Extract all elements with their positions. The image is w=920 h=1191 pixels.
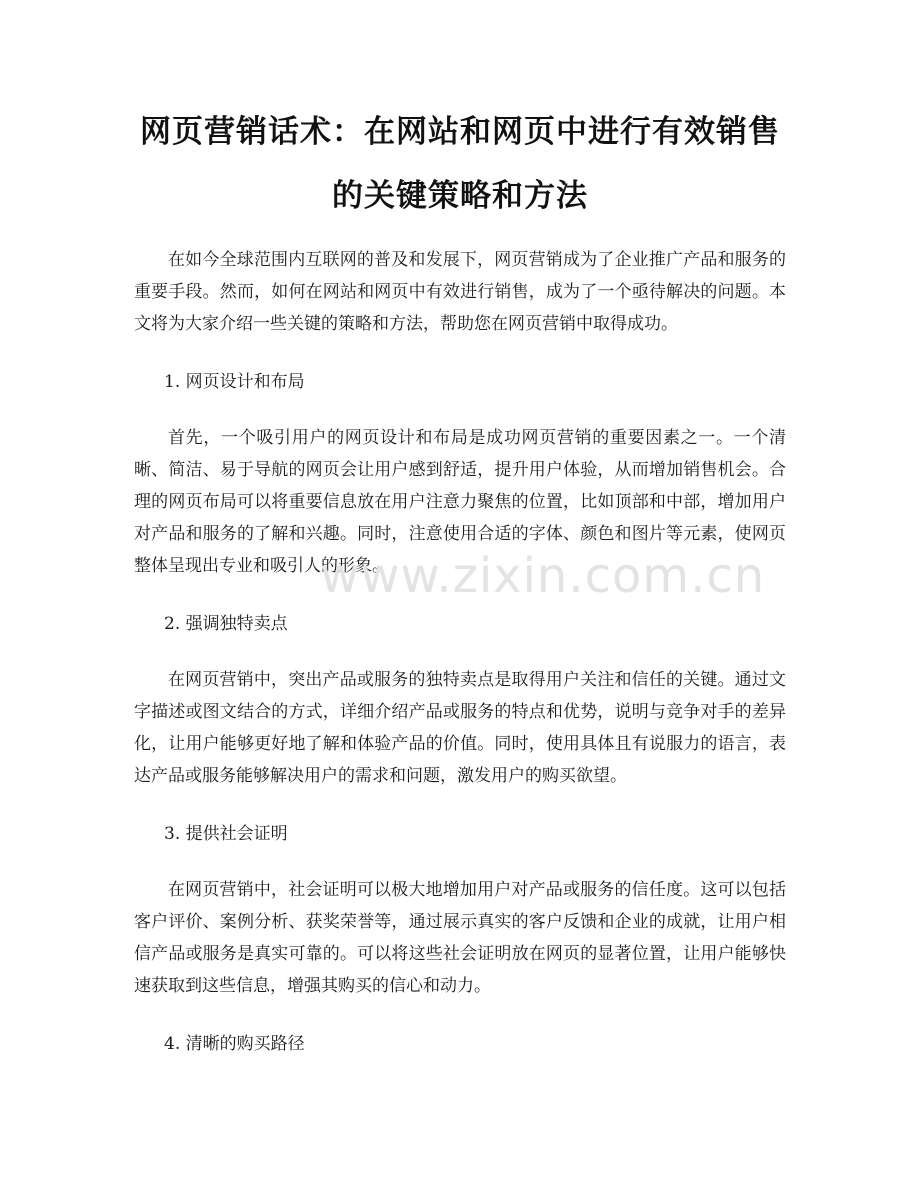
intro-paragraph: 在如今全球范围内互联网的普及和发展下，网页营销成为了企业推广产品和服务的重要手段。然而，如何在网站和网页中有效进行销售，成为了一个亟待解决的问题。本文将为大家介绍一些关键的策略和方法，帮助您在网页营销中取得成功。 bbox=[134, 250, 786, 334]
section-heading-1: 1. 网页设计和布局 bbox=[164, 372, 305, 392]
section-body-3: 在网页营销中，社会证明可以极大地增加用户对产品或服务的信任度。这可以包括客户评价、案例分析、获奖荣誉等，通过展示真实的客户反馈和企业的成就，让用户相信产品或服务是真实可靠的。可以将这些社会证明放在网页的显著位置，让用户能够快速获取到这些信息，增强其购买的信心和动力。 bbox=[134, 880, 786, 996]
document-body bbox=[134, 244, 786, 1060]
section-heading-3: 3. 提供社会证明 bbox=[164, 824, 288, 844]
section-heading-2: 2. 强调独特卖点 bbox=[164, 614, 288, 634]
section-body-2: 在网页营销中，突出产品或服务的独特卖点是取得用户关注和信任的关键。通过文字描述或图文结合的方式，详细介绍产品或服务的特点和优势，说明与竞争对手的差异化，让用户能够更好地了解和体验产品的价值。同时，使用具体且有说服力的语言，表达产品或服务能够解决用户的需求和问题，激发用户的购买欲望。 bbox=[134, 670, 786, 786]
section-heading-4: 4. 清晰的购买路径 bbox=[164, 1034, 305, 1054]
watermark: www.zixin.com.cn bbox=[320, 548, 766, 604]
document-title: 网页营销话术：在网站和网页中进行有效销售的关键策略和方法 bbox=[140, 114, 780, 214]
section-body-1: 首先，一个吸引用户的网页设计和布局是成功网页营销的重要因素之一。一个清晰、简洁、易于导航的网页会让用户感到舒适，提升用户体验，从而增加销售机会。合理的网页布局可以将重要信息放在用户注意力聚焦的位置，比如顶部和中部，增加用户对产品和服务的了解和兴趣。同时，注意使用合适的字体、颜色和图片等元素，使网页整体呈现出专业和吸引人的形象。 bbox=[134, 428, 786, 576]
